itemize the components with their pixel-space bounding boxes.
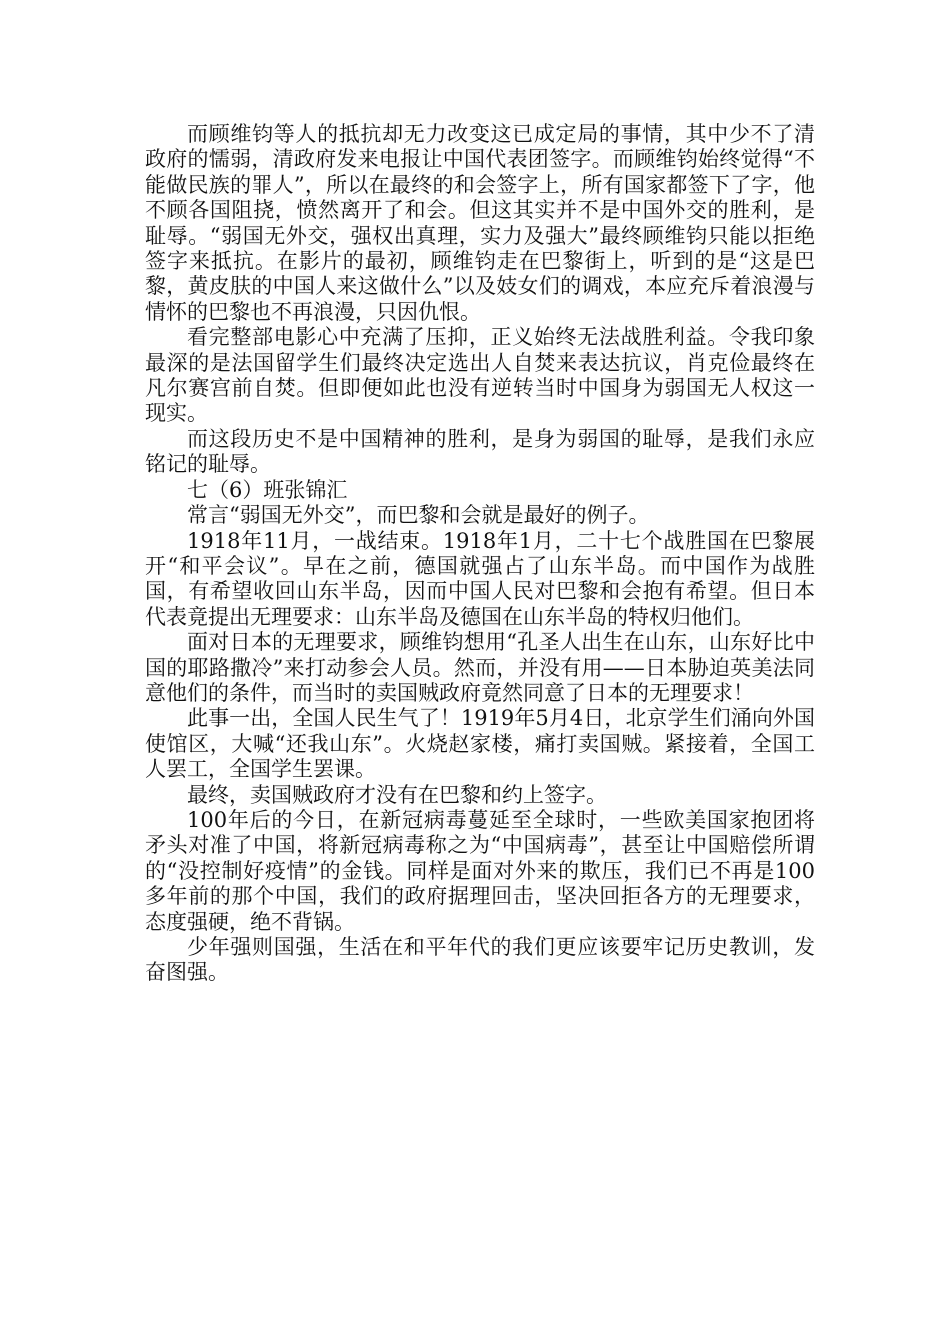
document-page — [145, 122, 815, 986]
author-line: 七（6）班张锦汇 — [187, 477, 348, 502]
paragraph-resistance: 而顾维钧等人的抵抗却无力改变这已成定局的事情，其中少不了清政府的懦弱，清政府发来电报让中国代表团签字。而顾维钧始终觉得“不能做民族的罪人”，所以在最终的和会签字上，所有国家都签下了字，他不顾各国阻挠，愤然离开了和会。但这其实并不是中国外交的胜利，是耻辱。“弱国无外交，强权出真理，实力及强大”最终顾维钧只能以拒绝签字来抵抗。在影片的最初，顾维钧走在巴黎街上，听到的是“这是巴黎，黄皮肤的中国人来这做什么”以及妓女们的调戏，本应充斥着浪漫与情怀的巴黎也不再浪漫，只因仇恨。 — [145, 122, 815, 324]
paragraph-1918: 1918年11月，一战结束。1918年1月，二十七个战胜国在巴黎展开“和平会议”。早在之前，德国就强占了山东半岛。而中国作为战胜国，有希望收回山东半岛，因而中国人民对巴黎和会抱有希望。但日本代表竟提出无理要求：山东半岛及德国在山东半岛的特权归他们。 — [145, 528, 815, 629]
paragraph-weak-nation: 常言“弱国无外交”，而巴黎和会就是最好的例子。 — [187, 503, 650, 528]
paragraph-not-signed: 最终，卖国贼政府才没有在巴黎和约上签字。 — [187, 782, 607, 807]
paragraph-after-movie: 看完整部电影心中充满了压抑，正义始终无法战胜利益。令我印象最深的是法国留学生们最终决定选出人自焚来表达抗议，肖克俭最终在凡尔赛宫前自焚。但即便如此也没有逆转当时中国身为弱国无人权这一现实。 — [145, 325, 815, 426]
paragraph-japan-demands: 面对日本的无理要求，顾维钧想用“孔圣人出生在山东，山东好比中国的耶路撒冷”来打动参会人员。然而，并没有用——日本胁迫英美法同意他们的条件，而当时的卖国贼政府竟然同意了日本的无理要求！ — [145, 630, 815, 705]
paragraph-history-shame: 而这段历史不是中国精神的胜利，是身为弱国的耻辱，是我们永应铭记的耻辱。 — [145, 426, 815, 477]
paragraph-may-fourth: 此事一出，全国人民生气了！1919年5月4日，北京学生们涌向外国使馆区，大喊“还我山东”。火烧赵家楼，痛打卖国贼。紧接着，全国工人罢工，全国学生罢课。 — [145, 706, 815, 782]
paragraph-conclusion: 少年强则国强，生活在和平年代的我们更应该要牢记历史教训，发奋图强。 — [145, 935, 815, 985]
paragraph-100-years-later: 100年后的今日，在新冠病毒蔓延至全球时，一些欧美国家抱团将矛头对准了中国，将新冠病毒称之为“中国病毒”，甚至让中国赔偿所谓的“没控制好疫情”的金钱。同样是面对外来的欺压，我们已不再是100多年前的那个中国，我们的政府据理回击，坚决回拒各方的无理要求，态度强硬，绝不背锅。 — [145, 807, 815, 934]
